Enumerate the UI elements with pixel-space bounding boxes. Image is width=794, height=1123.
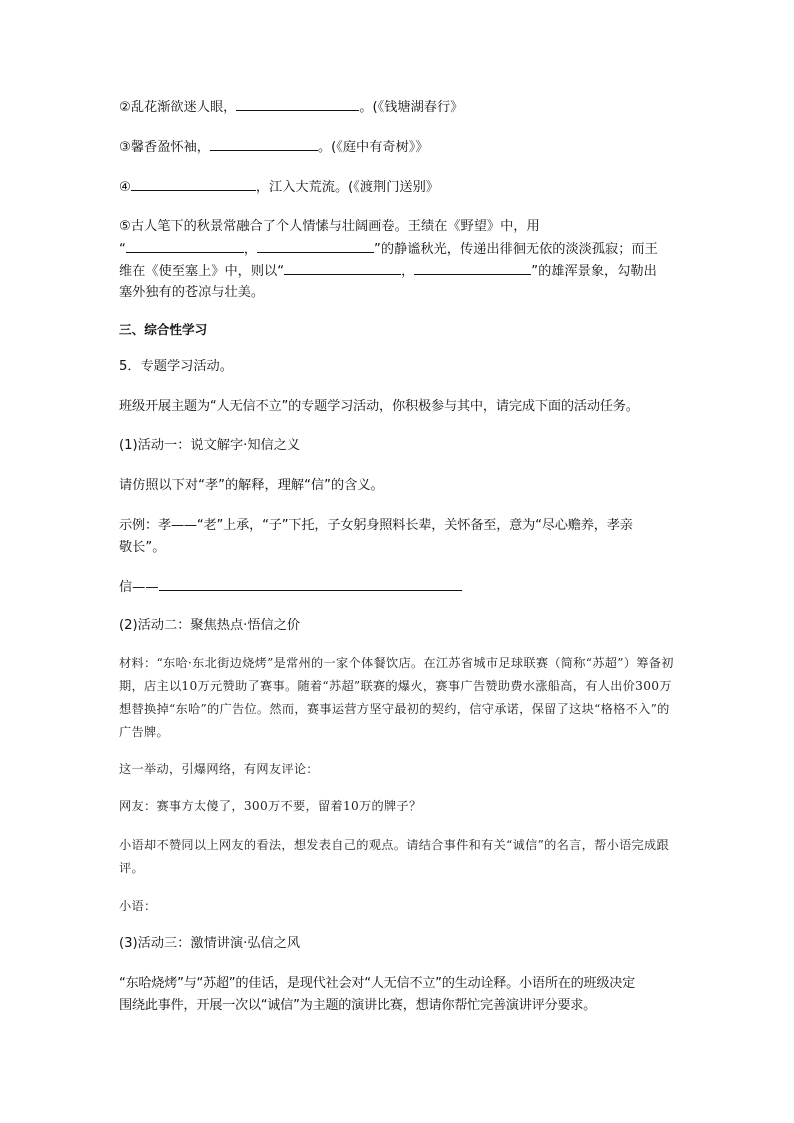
material-text: 材料：“东哈·东北街边烧烤”是常州的一家个体餐饮店。在江苏省城市足球联赛（简称“苏超”）筹备初期，店主以10万元赞助了赛事。随着“苏超”联赛的爆火，赛事广告赞助费水涨船高，有人出价300万想替换掉“东哈”的广告位。然而，赛事运营方坚守最初的契约，信守承诺，保留了这块“格格不入”的广告牌。 [119,656,674,739]
poem-item-4: ④ ，江入大荒流。(《渡荆门送别》 [119,176,679,199]
activity-3-text: 围绕此事件，开展一次以“诚信”为主题的演讲比赛，想请你帮忙完善演讲评分要求。 [119,998,597,1013]
section-title: 三、综合性学习 [119,322,208,337]
activity-3-title: (3)活动三：激情讲演·弘信之风 [119,936,301,951]
answer-blank[interactable] [159,576,462,591]
activity-1-title: (1)活动一：说文解字·知信之义 [119,438,301,453]
xiaoyu-label: 小语： [119,899,157,913]
netizen-comment: 网友：赛事方太傻了，300万不要，留着10万的牌子？ [119,799,422,813]
answer-line: 信—— [119,576,679,599]
answer-blank[interactable] [126,238,244,253]
answer-blank[interactable] [131,176,256,191]
answer-blank[interactable] [257,238,374,253]
question-title: 5．专题学习活动。 [119,359,233,374]
answer-blank[interactable] [210,136,318,151]
activity-2-title: (2)活动二：聚焦热点·悟信之价 [119,618,301,633]
poem-item-2: ②乱花渐欲迷人眼， 。(《钱塘湖春行》 [119,96,679,119]
reaction-text: 这一举动，引爆网络，有网友评论： [119,762,319,776]
example-line: 示例：孝——“老”上承，“子”下托，子女躬身照料长辈，关怀备至，意为“尽心赡养，孝亲 [119,518,633,533]
answer-blank[interactable] [414,260,531,275]
answer-blank[interactable] [284,260,401,275]
activity-3-text: “东哈烧烤”与“苏超”的佳话，是现代社会对“人无信不立”的生动诠释。小语所在的班级决定 [119,976,636,991]
activity-1-instruction: 请仿照以下对“孝”的解释，理解“信”的含义。 [119,478,384,493]
task-text: 小语却不赞同以上网友的看法，想发表自己的观点。请结合事件和有关“诚信”的名言，帮小语完成跟评。 [119,838,670,875]
intro-text: 班级开展主题为“人无信不立”的专题学习活动，你积极参与其中，请完成下面的活动任务。 [119,399,639,414]
example-line: 敬长”。 [119,540,166,555]
poem-item-3: ③馨香盈怀袖， 。(《庭中有奇树》》 [119,136,679,159]
answer-blank[interactable] [236,96,359,111]
